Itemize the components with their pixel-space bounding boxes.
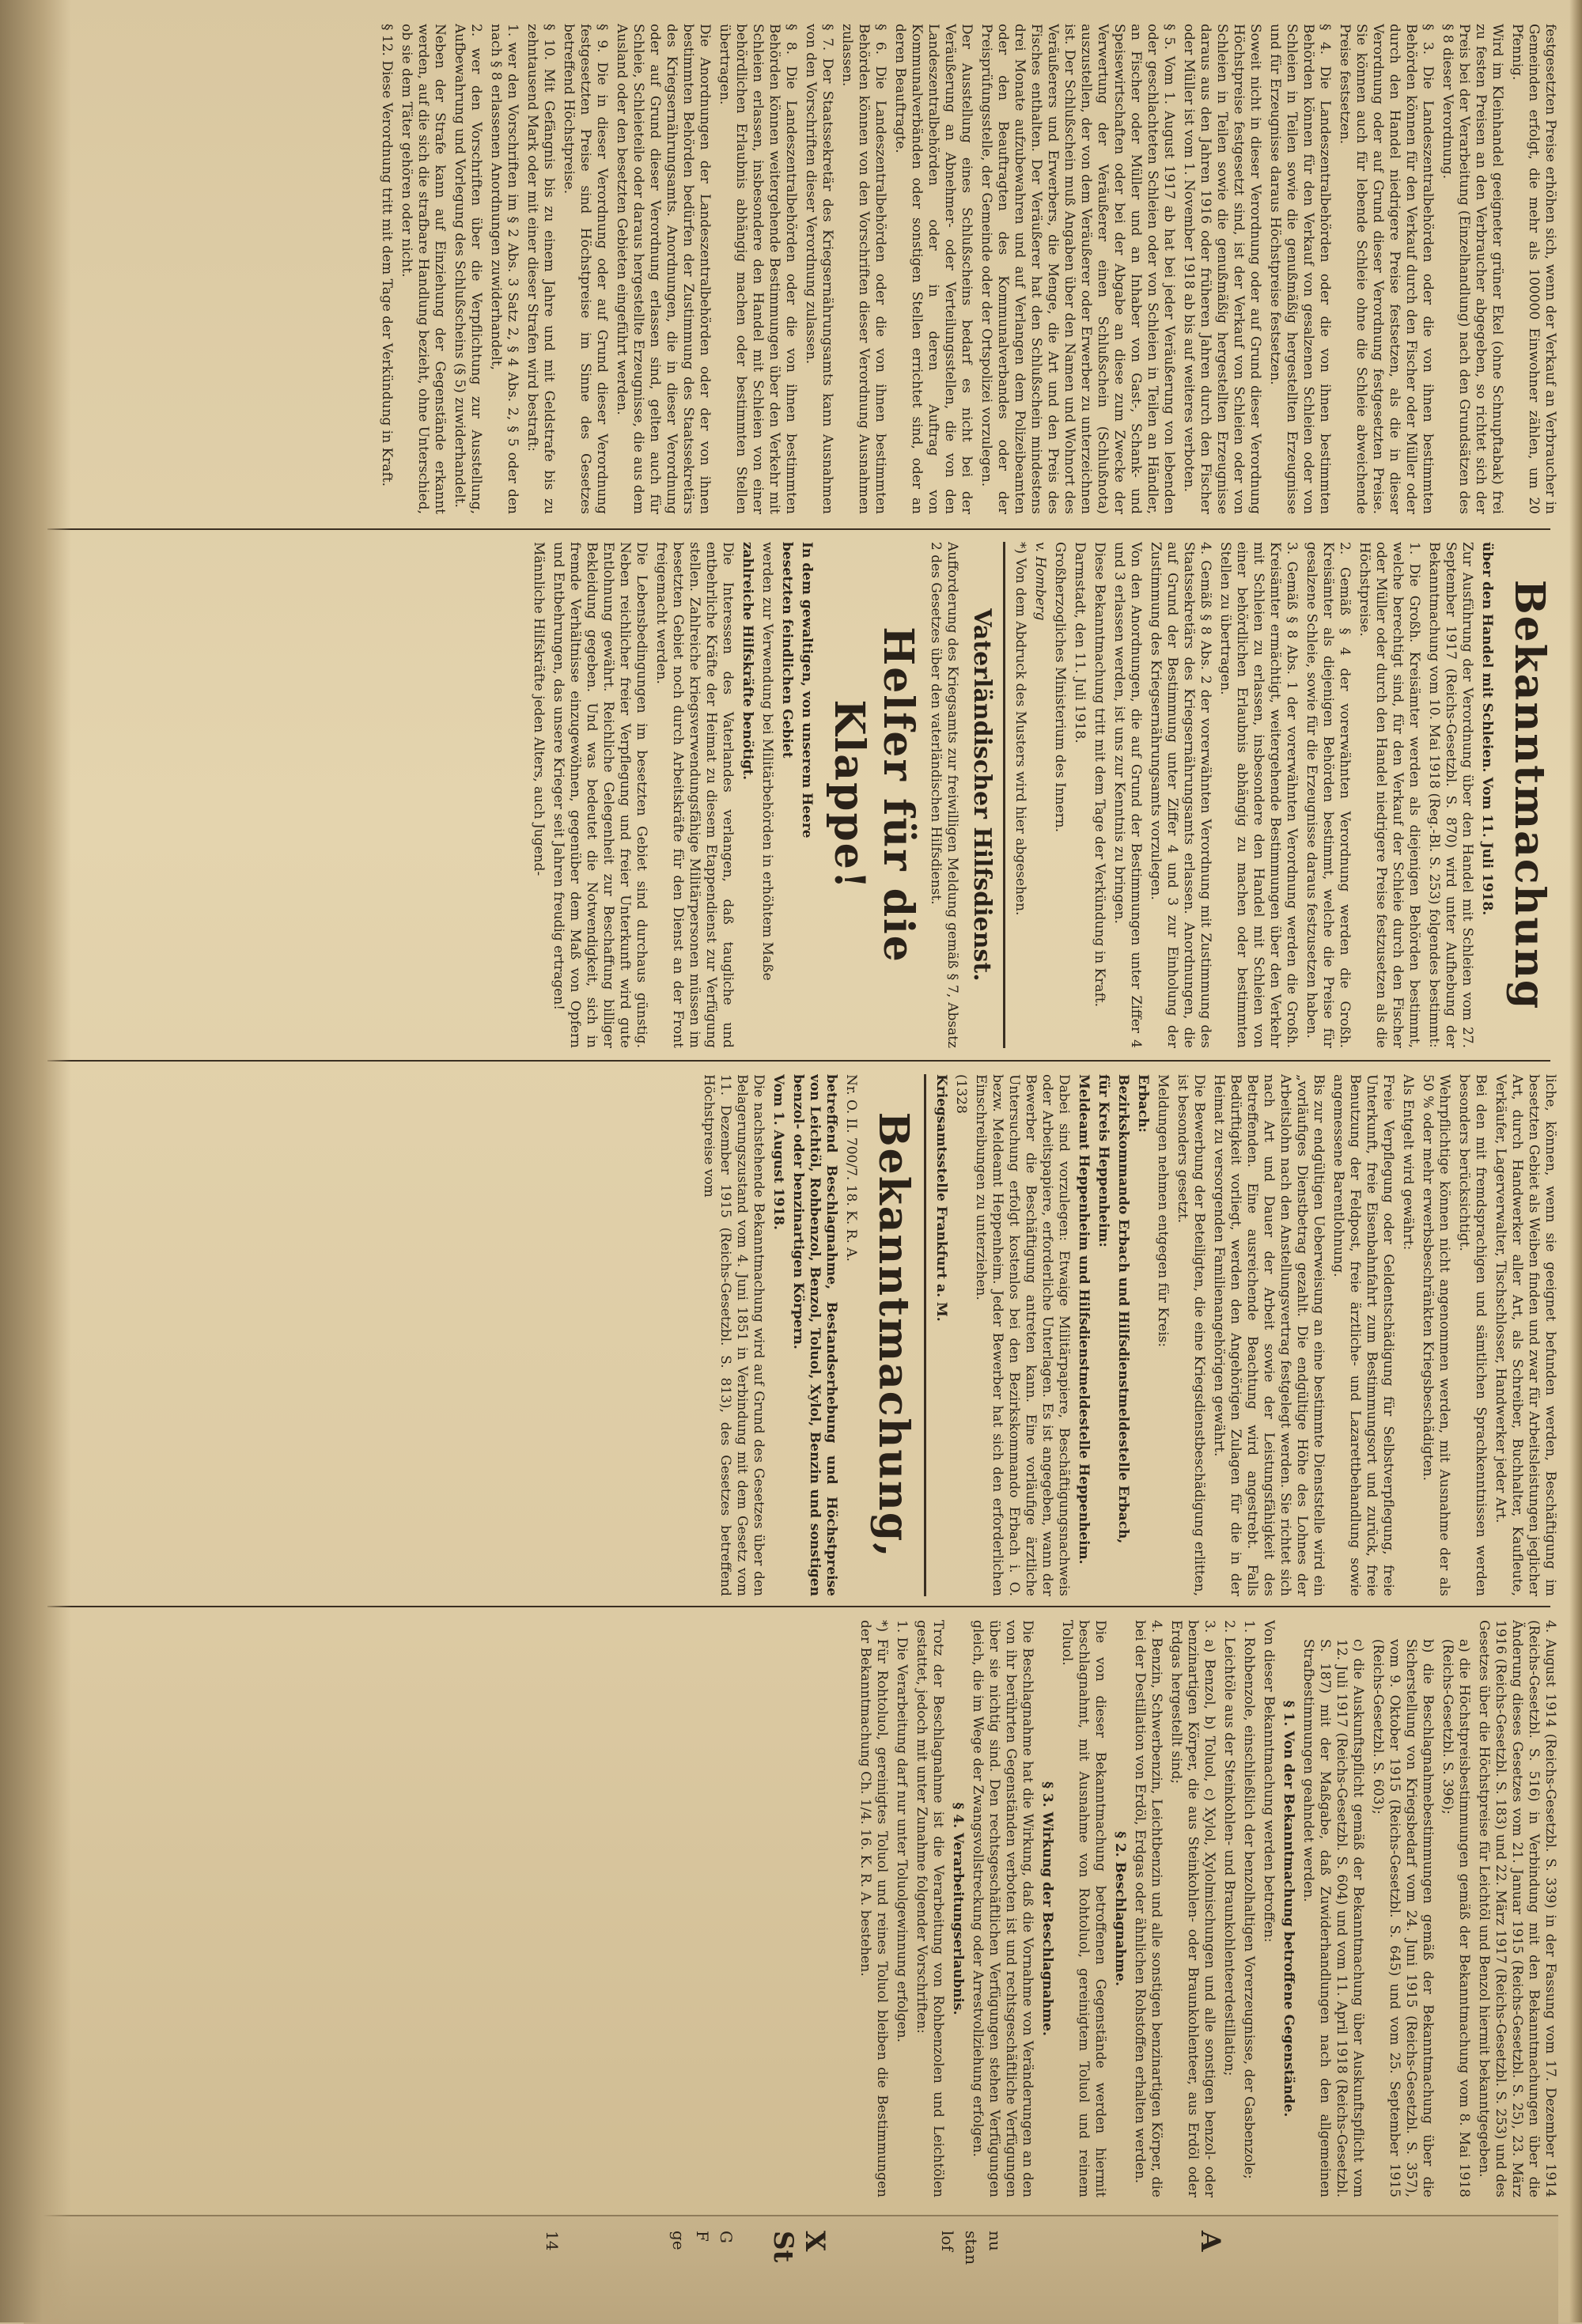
klappe-subtitle-3: werden zur Verwendung bei Militärbehörden in erhöhtem Maße bbox=[759, 542, 775, 981]
erbach-label: Erbach: bbox=[1135, 1074, 1151, 1133]
column-3 bbox=[55, 1074, 1558, 1596]
erbach-text: Bezirkskommando Erbach und Hilfsdienstmeldestelle Erbach, bbox=[1115, 1074, 1131, 1544]
bekanntmachung-date: Darmstadt, den 11. Juli 1918. bbox=[1072, 542, 1088, 744]
column-rule-3 bbox=[47, 1606, 1550, 1607]
col3-paragraph: liche, können, wenn sie geeignet befunden werden, Beschäftigung im besetzten Gebiet als Weiben finden und zwar für Arbeitsleistungen jeglicher Art, durch Handwerker aller Art, als Schreiber, Buchhalter, Kaufleute, Verkäufer, Lagerverwalter, Tischschlosser, Handwerker jeder Art. bbox=[1493, 1074, 1558, 1596]
sliver-fragment: ge bbox=[669, 2231, 688, 2250]
adjacent-page-sliver bbox=[24, 2215, 1558, 2324]
col4-paragraph: § 4. Verarbeitungserlaubnis. bbox=[950, 1802, 966, 2016]
col1-paragraph: § 10. Mit Gefängnis bis zu einem Jahre und mit Geldstrafe bis zu zehntausend Mark oder mit einer dieser Strafen wird bestraft: bbox=[524, 24, 557, 514]
col4-paragraph: Trotz der Beschlagnahme ist die Verarbeitung von Rohbenzolen und Leichtölen gestattet, jedoch mit unter Zunahme folgender Vorschriften: bbox=[914, 1620, 946, 2197]
col2-paragraph: Zur Ausführung der Verordnung über den Handel mit Schleien vom 27. September 1917 (Reichs-Gesetzbl. S. 870) wird unter Aufhebung der Bekanntmachung vom 10. Mai 1918 (Reg.-Bl. S. 253) folgendes bestimmt: bbox=[1426, 542, 1475, 1048]
col1-paragraph: Der Ausstellung eines Schlußscheins bedarf es nicht bei der Veräußerung an Abnehmer- oder Verteilungsstellen, die von den Landeszentralbehörden oder in deren Auftrag von Kommunalverbänden oder sonstigen Stellen errichtet sind, oder an deren Beauftragte. bbox=[892, 24, 975, 514]
col3-paragraph: Meldungen nehmen entgegen für Kreis: bbox=[1155, 1074, 1171, 1348]
bekanntmachung-signature: v. Homberg bbox=[1032, 542, 1048, 621]
section-divider bbox=[1003, 542, 1005, 1048]
col1-paragraph: 1. wer den Vorschriften im § 2 Abs. 3 Satz 2, § 4 Abs. 2, § 5 oder den nach § 8 erlassenen Anordnungen zuwiderhandelt, bbox=[488, 24, 520, 514]
section-divider-2 bbox=[924, 1074, 926, 1596]
col3-paragraph: Bis zur endgültigen Ueberweisung an eine bestimmte Dienststelle wird ein „vorläufiges Dienstbetrag gezahlt. Die endgültige Höhe des Lohnes der Arbeitslohn nach den Anstellungsvertrag festgelegt werden. Sie richtet sich nach Art und Dauer der Arbeit sowie der Leistungsfähigkeit des Betreffenden. Eine ausreichende Beachtung wird angestrebt. Falls Bedürftigkeit vorliegt, werden den Angehörigen Zulagen für die in der Heimat zu versorgenden Familienangehörigen gewährt. bbox=[1211, 1074, 1327, 1596]
klappe-paragraph: Die Lebensbedingungen im besetzten Gebiet sind durchaus günstig. Neben reichlicher freier Verpflegung und freier Unterkunft wird gute Entlohnung gewährt. Reichliche Gelegenheit zur Beschaffung billiger Bekleidung gegeben. Und was bedeutet die Notwendigkeit, sich in fremde Verhältnisse einzugewöhnen, gegenüber dem Maß von Opfern und Entbehrungen, das unsere Krieger seit Jahren freudig ertragen! bbox=[551, 542, 649, 1048]
klappe-subtitle-4: zahlreiche Hilfskräfte benötigt. bbox=[740, 542, 755, 781]
col1-paragraph: festgesetzten Preise erhöhen sich, wenn der Verkauf an Verbraucher in Gemeinden erfolgt, die mehr als 100000 Einwohner zählen, um 20 Pfennig. bbox=[1509, 24, 1558, 514]
col4-paragraph: 1. Die Verarbeitung darf nur unter Toluolgewinnung erfolgen. bbox=[894, 1620, 910, 2043]
col4-nested-item: a) die Höchstpreisbestimmungen gemäß der Bekanntmachung vom 8. Mai 1918 (Reichs-Gesetzbl. S. 396); bbox=[1440, 1639, 1472, 2197]
sliver-fragment: F bbox=[693, 2231, 712, 2242]
bekanntmachung-2-subject: betreffend Beschlagnahme, Bestandserhebung und Höchstpreise von Leichtöl, Rohbenzol, Benzol, Toluol, Xylol, Benzin und sonstigen benzol- oder benzinartigen Körpern. bbox=[790, 1074, 839, 1596]
bekanntmachung-intro: über den Handel mit Schleien. Vom 11. Juli 1918. bbox=[1479, 542, 1495, 916]
col2-paragraph: 2. Gemäß § 4 der vorerwähnten Verordnung werden die Großh. Kreisämter als diejenigen Behörden bestimmt, welche die Preise für gesalzene Schleie, sowie für die Erzeugnisse daraus festzusetzen haben. bbox=[1304, 542, 1353, 1048]
col4-nested-item: b) die Beschlagnahmebestimmungen gemäß der Bekanntmachung über die Sicherstellung von Kriegsbedarf vom 24. Juni 1915 (Reichs-Gesetzbl. S. 357), vom 9. Oktober 1915 (Reichs-Gesetzbl. S. 645) und vom 25. September 1915 (Reichs-Gesetzbl. S. 603); bbox=[1370, 1639, 1436, 2197]
column-4-body bbox=[857, 1620, 1558, 2197]
col3-paragraph: Bei den mit fremdsprachigen und sämtlichen Sprachkenntnissen werden besonders berücksichtigt. bbox=[1456, 1074, 1489, 1596]
bekanntmachung-title: Bekanntmachung bbox=[1505, 579, 1554, 1011]
page-bottom-edge bbox=[0, 0, 71, 2322]
col2-paragraph: Von den Anordnungen, die auf Grund der Bestimmungen unter Ziffer 4 und 3 erlassen werden, ist uns zur Kenntnis zu bringen. bbox=[1111, 542, 1144, 1048]
col2-paragraph: 4. Gemäß § 8 Abs. 2 der vorerwähnten Verordnung mit Zustimmung des Staatssekretärs des Kriegsernährungsamts erlassen. Anordnungen, die auf Grund der Bestimmung unter Ziffer 4 und 3 zur Einholung der Zustimmung des Kriegsernährungsamts vorzulegen. bbox=[1148, 542, 1213, 1048]
klappe-paragraph: Männliche Hilfskräfte jeden Alters, auch Jugend- bbox=[531, 542, 547, 876]
sliver-fragment: G bbox=[717, 2231, 736, 2243]
sliver-fragment: A bbox=[1194, 2231, 1226, 2252]
col4-paragraph: § 2. Beschlagnahme. bbox=[1112, 1831, 1128, 1986]
hilfsdienst-title: Vaterländischer Hilfsdienst. bbox=[968, 608, 996, 982]
col1-paragraph: § 7. Der Staatssekretär des Kriegsernährungsamts kann Ausnahmen von den Vorschriften dieser Verordnung zulassen. bbox=[803, 24, 835, 514]
col1-paragraph: § 8. Die Landeszentralbehörden oder die von ihnen bestimmten Behörden können weitergehende Bestimmungen über den Verkehr mit Schleien erlassen, insbesondere den Handel mit Schleien von einer behördlichen Erlaubnis abhängig machen oder bestimmten Stellen übertragen. bbox=[717, 24, 799, 514]
col4-paragraph: 4. August 1914 (Reichs-Gesetzbl. S. 339) in der Fassung vom 17. Dezember 1914 (Reichs-Gesetzbl. S. 516) in Verbindung mit den Bekanntmachungen über die Änderung dieses Gesetzes vom 21. Januar 1915 (Reichs-Gesetzbl. S. 25), 23. März 1916 (Reichs-Gesetzbl. S. 183) und 22. März 1917 (Reichs-Gesetzbl. S. 253) und des Gesetzes über die Höchstpreise für Leichtöl und Benzol hiermit bekanntgegeben. bbox=[1476, 1620, 1558, 2197]
heppenheim-label: für Kreis Heppenheim: bbox=[1096, 1074, 1111, 1247]
column-2 bbox=[55, 542, 1558, 1048]
klappe-paragraph: Die Interessen des Vaterlandes verlangen, daß taugliche und entbehrliche Kräfte der Heimat zu diesem Etappendienst zur Verfügung stellen. Zahlreiche kriegsverwendungsfähige Militärpersonen müssen im besetzten Gebiet noch durch Arbeitskräfte für den Dienst an der Front freigemacht werden. bbox=[653, 542, 736, 1048]
col4-paragraph: 3. a) Benzol, b) Toluol, c) Xylol, Xylolmischungen und alle sonstigen benzol- oder benzinartigen Körper, die aus Steinkohlen- oder Braunkohlenteer, aus Erdöl oder Erdgas hergestellt sind; bbox=[1168, 1620, 1217, 2197]
col2-paragraph: 1. Die Großh. Kreisämter werden als diejenigen Behörden bestimmt, welche berechtigt sind, für den Verkauf der Schleie durch den Fischer oder Müller oder durch den Handel niedrigere Preise festzusetzen als die Höchstpreise. bbox=[1357, 542, 1422, 1048]
column-rule-1 bbox=[47, 528, 1550, 530]
column-4 bbox=[55, 1620, 1558, 2197]
column-1-body bbox=[378, 24, 1558, 514]
col2-paragraph: 3. Gemäß § 8 Abs. 1 der vorerwähnten Verordnung werden die Großh. Kreisämter ermächtigt, weitergehende Bestimmungen über den Verkehr mit Schleien zu erlassen, insbesondere den Handel mit Schleien von einer behördlichen Erlaubnis abhängig zu machen oder bestimmten Stellen zu übertragen. bbox=[1217, 542, 1300, 1048]
klappe-subtitle-1: In dem gewaltigen, von unserem Heere bbox=[799, 542, 815, 838]
column-rule-2 bbox=[47, 1060, 1550, 1062]
heppenheim-text: Meldeamt Heppenheim und Hilfsdienstmeldestelle Heppenheim. bbox=[1076, 1074, 1092, 1565]
col4-paragraph: 2. Leichtöle aus der Steinkohlen- und Braunkohlenteerdestillation; bbox=[1221, 1620, 1237, 2076]
sliver-fragment: stan bbox=[962, 2231, 981, 2265]
closing-text: Dabei sind vorzulegen: Etwaige Militärpapiere, Beschäftigungsnachweis oder Arbeitspapiere, erforderliche Unterlagen. Es ist angegeben, wann der Bewerber die Beschäftigung antreten kann. Eine vorläufige ärztliche Untersuchung erfolgt kostenlos bei den Bezirkskommando Erbach i. O. bezw. Meldeamt Heppenheim. Jeder Bewerber hat sich den erforderlichen Einschreibungen zu unterziehen. bbox=[973, 1074, 1072, 1596]
kriegsamt-signature: Kriegsamtsstelle Frankfurt a. M. bbox=[933, 1074, 949, 1322]
col1-paragraph: § 5. Vom 1. August 1917 ab hat bei jeder Veräußerung von lebenden oder geschlachteten Schleien oder von Schleien in Teilen an Händler, an Fischer oder Müller und an Inhaber von Gast-, Schank- und Speisewirtschaften oder bei der Abgabe an diese zum Zwecke der Verwertung der Veräußerer einen Schlußschein (Schlußnota) auszustellen, der von dem Veräußerer oder Erwerber zu unterzeichnen ist. Der Schlußschein muß Angaben über den Namen und Wohnort des Veräußerers und Erwerbers, die Menge, die Art und den Preis des Fisches enthalten. Der Veräußerer hat den Schlußschein mindestens drei Monate aufzubewahren und auf Verlangen dem Polizeibeamten oder den Beauftragten des Kommunalverbandes oder der Preisprüfungsstelle, der Gemeinde oder der Ortspolizei vorzulegen. bbox=[978, 24, 1177, 514]
col4-paragraph: *) Für Rohtoluol, gereinigtes Toluol und reines Toluol bleiben die Bestimmungen der Bekanntmachung Ch. 1/4. 16. K. R. A. bestehen. bbox=[857, 1620, 890, 2197]
sliver-fragment: St bbox=[767, 2231, 799, 2263]
klappe-title: Helfer für die Klappe! bbox=[825, 626, 922, 963]
col1-paragraph: 2. wer den Vorschriften über die Verpflichtung zur Ausstellung, Aufbewahrung und Vorlegung des Schlußscheins (§ 5) zuwiderhandelt. bbox=[452, 24, 484, 514]
sliver-fragment: 14 bbox=[543, 2231, 562, 2251]
col4-nested-item: c) die Auskunftspflicht gemäß der Bekanntmachung über Auskunftspflicht vom 12. Juli 1917 (Reichs-Gesetzbl. S. 604) und vom 11. April 1918 (Reichs-Gesetzbl. S. 187) mit der Maßgabe, daß Zuwiderhandlungen nach den allgemeinen Strafbestimmungen geahndet werden. bbox=[1300, 1639, 1366, 2197]
col3-paragraph: Freie Verpflegung oder Geldentschädigung für Selbstverpflegung, freie Unterkunft, freie Eisenbahnfahrt zum Bestimmungsort und zurück, freie Benutzung der Feldpost, freie ärztliche- und Lazarettbehandlung sowie angemessene Barentlohnung. bbox=[1330, 1074, 1396, 1596]
reference-number: (1328 bbox=[953, 1074, 969, 1114]
col3-paragraph: Als Entgelt wird gewährt: bbox=[1400, 1074, 1416, 1251]
sliver-fragment: nu bbox=[986, 2231, 1005, 2251]
column-1 bbox=[55, 24, 1558, 514]
bekanntmachung-2-title: Bekanntmachung, bbox=[869, 1111, 918, 1559]
col4-paragraph: § 1. Von der Bekanntmachung betroffene Gegenstände. bbox=[1281, 1700, 1296, 2118]
col1-paragraph: Soweit nicht in dieser Verordnung oder auf Grund dieser Verordnung Höchstpreise festgesetzt sind, ist der Verkauf von Schleien oder von Schleien in Teilen sowie die genußmäßig hergestellten Erzeugnisse daraus aus den Jahren 1916 oder früheren Jahren durch den Fischer oder Müller ist vom 1. November 1918 ab bis auf weiteres verboten. bbox=[1181, 24, 1263, 514]
col1-paragraph: Wird im Kleinhandel geeigneter grüner Ekel (ohne Schnupftabak) frei zu festen Preisen an den Verbraucher abgegeben, so richtet sich der Preis bei der Verarbeitung (Einzelhandlung) nach den Grundsätzen des § 8 dieser Verordnung. bbox=[1440, 24, 1505, 514]
bekanntmachung-2-date: Vom 1. August 1918. bbox=[770, 1074, 786, 1230]
bekanntmachung-footnote: *) Von dem Abdruck des Musters wird hier abgesehen. bbox=[1012, 542, 1028, 916]
col1-paragraph: Die Anordnungen der Landeszentralbehörden oder der von ihnen bestimmten Behörden bedürfen der Zustimmung des Staatssekretärs des Kriegsernährungsamts. Anordnungen, die in dieser Verordnung oder auf Grund dieser Verordnung erlassen sind, gelten auch für Schleie, Schleieteile oder daraus hergestellte Erzeugnisse, die aus dem Ausland oder den besetzten Gebieten eingeführt werden. bbox=[614, 24, 713, 514]
page-edge-shadow bbox=[1569, 0, 1582, 2322]
col1-paragraph: Neben der Strafe kann auf Einziehung der Gegenstände erkannt werden, auf die sich die strafbare Handlung bezieht, ohne Unterschied, ob sie dem Täter gehören oder nicht. bbox=[399, 24, 448, 514]
col4-paragraph: Die von dieser Bekanntmachung betroffenen Gegenstände werden hiermit beschlagnahmt, mit Ausnahme von Rohtoluol, gereinigtem Toluol und reinem Toluol. bbox=[1059, 1620, 1108, 2197]
col3-paragraph: Die Bewerbung der Beteiligten, die eine Kriegsdienstbeschädigung erlitten, ist besonders gesetzt. bbox=[1175, 1074, 1207, 1596]
col1-paragraph: § 3. Die Landeszentralbehörden oder die von ihnen bestimmten Behörden können für den Verkauf durch den Fischer oder Müller oder durch den Handel niedrigere Preise festsetzen, als die in dieser Verordnung oder auf Grund dieser Verordnung festgesetzten Preise. Sie können auch für lebende Schleie ohne die Schleie abweichende Preise festsetzen. bbox=[1337, 24, 1436, 514]
col1-paragraph: § 9. Die in dieser Verordnung oder auf Grund dieser Verordnung festgesetzten Preise sind Höchstpreise im Sinne des Gesetzes betreffend Höchstpreise. bbox=[561, 24, 610, 514]
sliver-fragment: lof bbox=[938, 2231, 957, 2251]
klappe-body bbox=[530, 542, 736, 1048]
bekanntmachung-2-paragraph: Die nachstehende Bekanntmachung wird auf Grund des Gesetzes über den Belagerungszustand vom 4. Juni 1851 in Verbindung mit dem Gesetz vom 11. Dezember 1915 (Reichs-Gesetzbl. S. 813), des Gesetzes betreffend Höchstpreise vom bbox=[701, 1074, 766, 1596]
col1-paragraph: § 6. Die Landeszentralbehörden oder die von ihnen bestimmten Behörden können von den Vorschriften dieser Verordnung Ausnahmen zulassen. bbox=[839, 24, 888, 514]
column-3-body bbox=[1154, 1074, 1558, 1596]
col4-paragraph: Die Beschlagnahme hat die Wirkung, daß die Vornahme von Veränderungen an den von ihr berührten Gegenständen verboten ist und rechtsgeschäftliche Verfügungen über sie nichtig sind. Den rechtsgeschäftlichen Verfügungen stehen Verfügungen gleich, die im Wege der Zwangsvollstreckung oder Arrestvollziehung erfolgen. bbox=[970, 1620, 1035, 2197]
klappe-subtitle-2: besetzten feindlichen Gebiet bbox=[779, 542, 795, 759]
hilfsdienst-text: Aufforderung des Kriegsamts zur freiwilligen Meldung gemäß § 7, Absatz 2 des Gesetzes über den vaterländischen Hilfsdienst. bbox=[928, 542, 960, 1048]
col4-paragraph: § 3. Wirkung der Beschlagnahme. bbox=[1039, 1781, 1055, 2036]
col1-paragraph: § 4. Die Landeszentralbehörden oder die von ihnen bestimmten Behörden können für den Verkauf von gesalzenen Schleien oder von Schleien in Teilen sowie die genußmäßig hergestellten Erzeugnisse und für Erzeugnisse daraus Höchstpreise festsetzen. bbox=[1267, 24, 1333, 514]
col3-paragraph: Wehrpflichtige können nicht angenommen werden, mit Ausnahme der als 50 % oder mehr erwerbsbeschränkten Kriegsbeschädigten. bbox=[1420, 1074, 1452, 1596]
col2-paragraph: Diese Bekanntmachung tritt mit dem Tage der Verkündung in Kraft. bbox=[1092, 542, 1107, 1008]
col1-paragraph: § 12. Diese Verordnung tritt mit dem Tage der Verkündung in Kraft. bbox=[379, 24, 395, 487]
column-2-body bbox=[1091, 542, 1475, 1048]
sliver-fragment: X bbox=[799, 2231, 831, 2252]
bekanntmachung-ministry: Großherzogliches Ministerium des Innern. bbox=[1052, 542, 1068, 833]
col4-paragraph: 4. Benzin, Schwerbenzin, Leichtbenzin und alle sonstigen benzinartigen Körper, die bei der Destillation von Erdöl, Erdgas oder ähnlichen Rohstoffen erhalten werden. bbox=[1132, 1620, 1164, 2197]
col4-paragraph: Von dieser Bekanntmachung werden betroffen: bbox=[1261, 1620, 1277, 1943]
bekanntmachung-2-number: Nr. O. II. 700/7. 18. K. R. A. bbox=[843, 1074, 859, 1262]
col4-paragraph: 1. Rohbenzole, einschließlich der benzolhaltigen Vorerzeugnisse, der Gasbenzole; bbox=[1241, 1620, 1257, 2179]
